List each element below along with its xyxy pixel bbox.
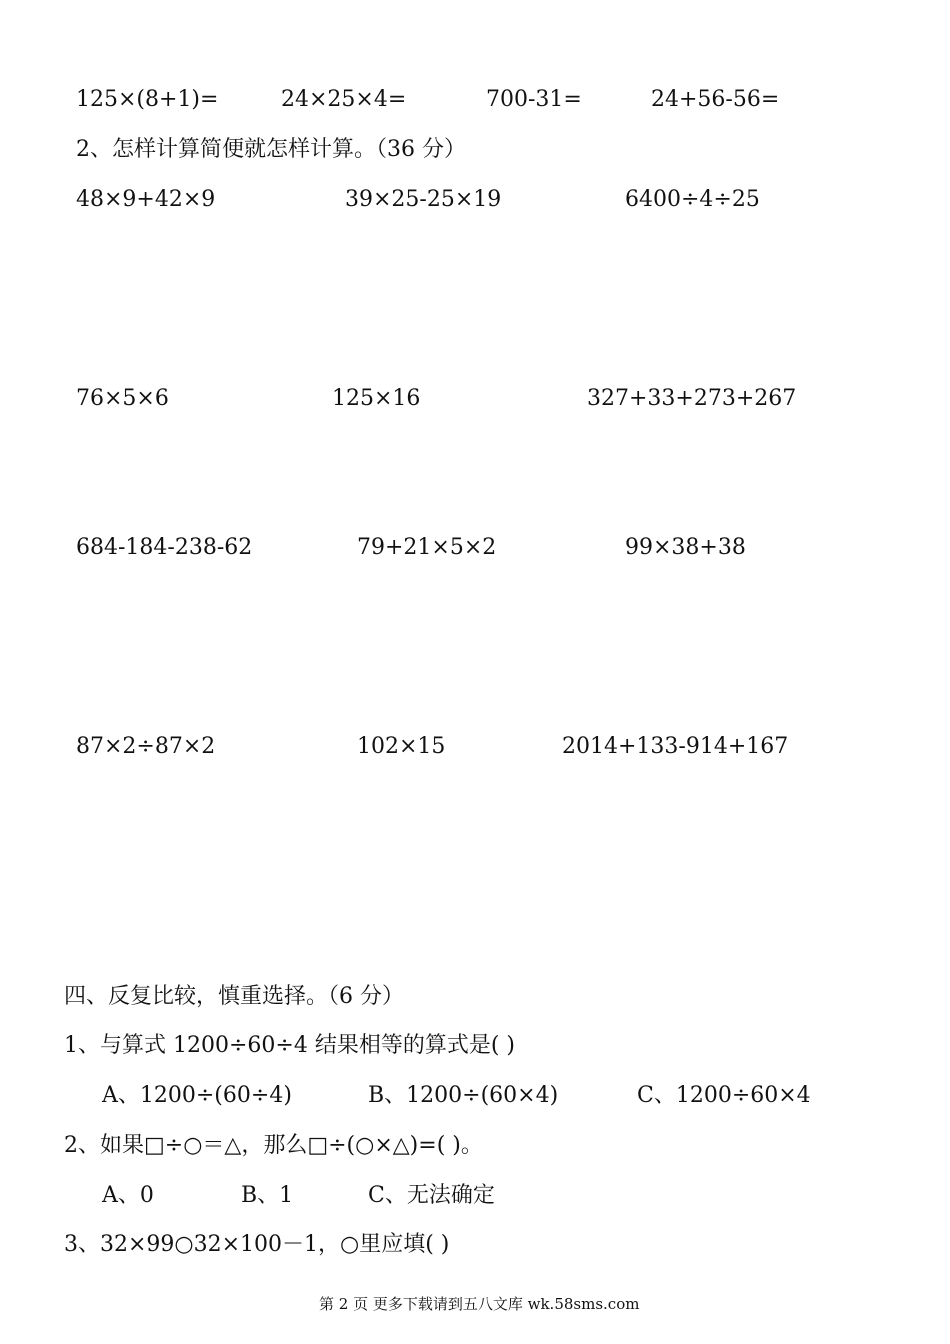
- option-a: A、0: [102, 1183, 154, 1208]
- expression: 76×5×6: [76, 386, 169, 411]
- option-a: A、1200÷(60÷4): [102, 1083, 292, 1108]
- option-c: C、无法确定: [368, 1183, 495, 1208]
- page-footer: 第 2 页 更多下载请到五八文库 wk.58sms.com: [319, 1295, 640, 1313]
- option-c: C、1200÷60×4: [637, 1083, 811, 1108]
- expression: 6400÷4÷25: [625, 187, 760, 212]
- expression: 684-184-238-62: [76, 535, 253, 560]
- question-text: 3、32×99○32×100－1，○里应填( ): [64, 1232, 450, 1257]
- expression: 39×25-25×19: [345, 187, 502, 212]
- section-heading: 四、反复比较，慎重选择。（6 分）: [64, 984, 404, 1009]
- expression: 125×16: [332, 386, 421, 411]
- expression: 79+21×5×2: [357, 535, 497, 560]
- question-text: 1、与算式 1200÷60÷4 结果相等的算式是( ): [64, 1033, 515, 1058]
- expression: 99×38+38: [625, 535, 746, 560]
- expression: 125×(8+1)=: [76, 87, 219, 112]
- question-text: 2、如果□÷○＝△，那么□÷(○×△)=( )。: [64, 1133, 483, 1158]
- expression: 87×2÷87×2: [76, 734, 216, 759]
- expression: 2014+133-914+167: [562, 734, 789, 759]
- section-heading: 2、怎样计算简便就怎样计算。（36 分）: [76, 137, 466, 162]
- expression: 24+56-56=: [651, 87, 780, 112]
- expression: 24×25×4=: [281, 87, 407, 112]
- expression: 48×9+42×9: [76, 187, 216, 212]
- expression: 327+33+273+267: [587, 386, 797, 411]
- option-b: B、1: [241, 1183, 294, 1208]
- expression: 102×15: [357, 734, 446, 759]
- option-b: B、1200÷(60×4): [368, 1083, 559, 1108]
- expression: 700-31=: [486, 87, 582, 112]
